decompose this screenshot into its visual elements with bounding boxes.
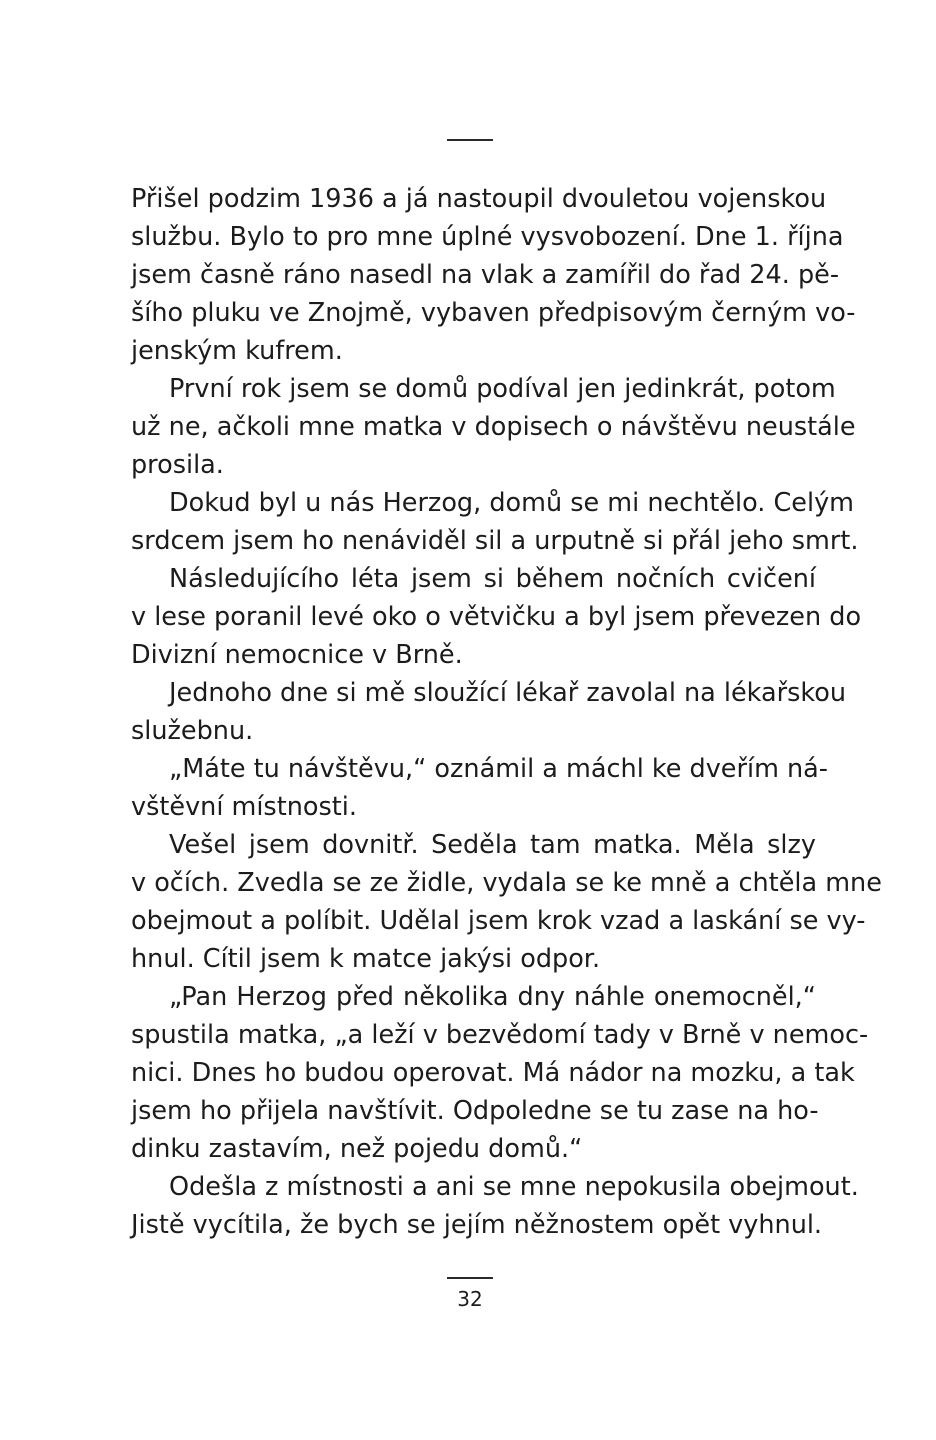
text-line: Jednoho dne si mě sloužící lékař zavolal na lékařskou (169, 678, 847, 708)
paragraph-9 (131, 1168, 859, 1244)
text-line: jsem časně ráno nasedl na vlak a zamířil do řad 24. pě- (131, 260, 840, 290)
paragraph-8 (131, 978, 869, 1168)
paragraph-1 (131, 180, 856, 370)
text-line: hnul. Cítil jsem k matce jakýsi odpor. (131, 944, 601, 974)
text-line: šího pluku ve Znojmě, vybaven předpisovým černým vo- (131, 298, 856, 328)
bottom-rule (447, 1277, 493, 1279)
top-rule (447, 139, 493, 141)
text-line: dinku zastavím, než pojedu domů.“ (131, 1134, 583, 1164)
page-number: 32 (457, 1287, 483, 1311)
text-line: Následujícího léta jsem si během nočních cvičení (169, 564, 816, 594)
body-text (131, 180, 882, 1244)
paragraph-5 (131, 674, 847, 750)
text-line: nici. Dnes ho budou operovat. Má nádor na mozku, a tak (131, 1058, 855, 1088)
text-line: služebnu. (131, 716, 254, 746)
text-line: vštěvní místnosti. (131, 792, 357, 822)
text-line: službu. Bylo to pro mne úplné vysvobození. Dne 1. října (131, 222, 844, 252)
text-line: srdcem jsem ho nenáviděl sil a urputně si přál jeho smrt. (131, 526, 859, 556)
text-line: „Máte tu návštěvu,“ oznámil a máchl ke dveřím ná- (169, 754, 829, 784)
paragraph-3 (131, 484, 859, 560)
text-line: „Pan Herzog před několika dny náhle onemocněl,“ (169, 982, 816, 1012)
paragraph-4 (131, 560, 862, 674)
text-line: v lese poranil levé oko o větvičku a byl jsem převezen do (131, 602, 862, 632)
text-line: Vešel jsem dovnitř. Seděla tam matka. Měla slzy (169, 830, 816, 860)
text-line: prosila. (131, 450, 224, 480)
text-line: jsem ho přijela navštívit. Odpoledne se tu zase na ho- (131, 1096, 819, 1126)
paragraph-7 (131, 826, 882, 978)
text-line: První rok jsem se domů podíval jen jedinkrát, potom (169, 374, 836, 404)
text-line: Divizní nemocnice v Brně. (131, 640, 463, 670)
text-line: v očích. Zvedla se ze židle, vydala se ke mně a chtěla mne (131, 868, 882, 898)
text-line: Odešla z místnosti a ani se mne nepokusila obejmout. (169, 1172, 859, 1202)
paragraph-6 (131, 750, 829, 826)
text-line: obejmout a políbit. Udělal jsem krok vzad a laskání se vy- (131, 906, 866, 936)
paragraph-2 (131, 370, 856, 484)
text-line: spustila matka, „a leží v bezvědomí tady v Brně v nemoc- (131, 1020, 869, 1050)
text-line: Jistě vycítila, že bych se jejím něžnostem opět vyhnul. (131, 1210, 823, 1240)
text-line: už ne, ačkoli mne matka v dopisech o návštěvu neustále (131, 412, 856, 442)
text-line: jenským kufrem. (131, 336, 343, 366)
text-line: Dokud byl u nás Herzog, domů se mi nechtělo. Celým (169, 488, 855, 518)
text-line: Přišel podzim 1936 a já nastoupil dvouletou vojenskou (131, 184, 827, 214)
